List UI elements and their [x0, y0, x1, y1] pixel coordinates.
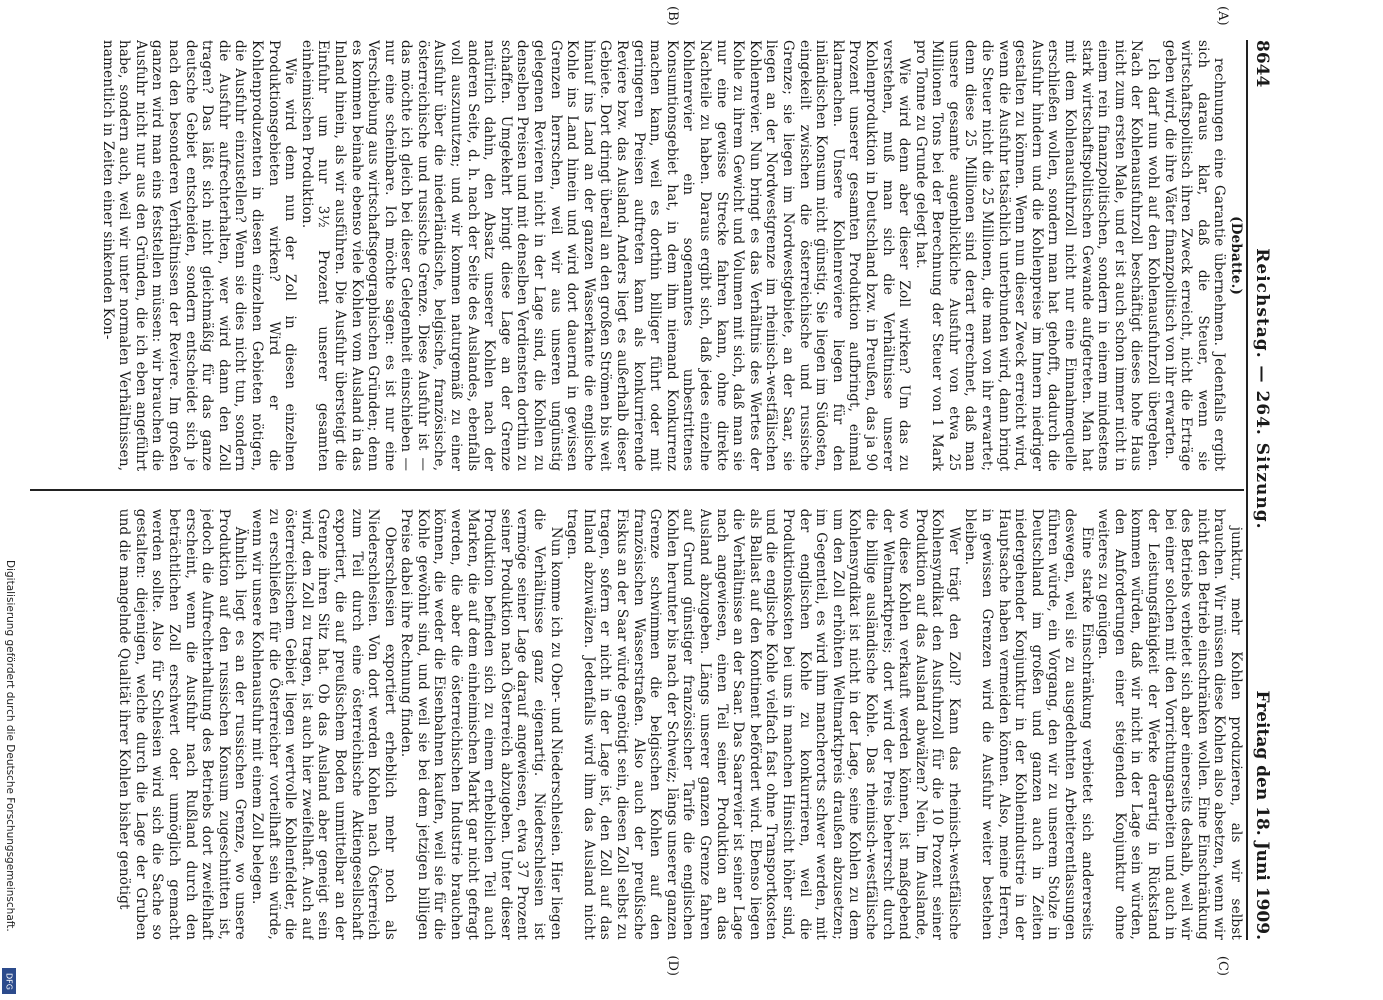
paragraph: Eine starke Einschränkung verbietet sich andererseits deswegen, weil sie zu ausgedehnten Arbeiterentlassungen führen würde, ein Vorgang, den wir zu unserem Stolze in Deutschland im großen und ganzen auch in Zeiten niedergehender Konjunktur in der Kohlenindustrie in der Hauptsache haben vermeiden können. Also, meine Herren, in gewissen Grenzen wird die Ausfuhr weiter bestehen bleiben.: [962, 508, 1095, 940]
page-date: Freitag den 18. Juni 1909.: [1252, 690, 1272, 940]
paragraph: Oberschlesien exportiert erheblich mehr noch als Niederschlesien. Von dort werden Kohlen nach Österreich zum Teil durch eine österreichische Aktiengesellschaft exportiert, die auf preußischem Boden unmittelbar an der Grenze ihren Sitz hat. Ob das Ausland aber geneigt sein wird, den Zoll zu tragen, ist auch hier zweifelhaft. Auch auf österreichischem Gebiet liegen wertvolle Kohlenfelder, die zu erschließen für die Österreicher vorteilhaft sein würde, wenn wir unsere Kohlenausfuhr mit einem Zoll belegen.: [248, 508, 398, 940]
logo-text: DFG: [4, 972, 14, 990]
right-column: [30, 509, 1244, 940]
paragraph: Wie wird denn aber dieser Zoll wirken? Um das zu verstehen, muß man sich die Verhältnisse unserer Kohlenproduktion in Deutschland bzw. in Preußen, das ja 90 Prozent unserer gesamten Produktion aufbringt, einmal klarmachen. Unsere Kohlenreviere liegen für den inländischen Konsum nicht günstig. Sie liegen im Südosten, eingekeilt zwischen die österreichische und russische Grenze; sie liegen im Nordwestgebiete, an der Saar, sie liegen an der Nordwestgrenze im rheinisch-westfälischen Kohlenrevier. Nun bringt es das Verhältnis des Wertes der Kohle zu ihrem Gewicht und Volumen mit sich, daß man sie nur eine gewisse Strecke fahren kann, ohne direkte Nachteile zu haben. Daraus ergibt sich, daß jedes einzelne Kohlenrevier ein sogenanntes unbestrittenes Konsumtionsgebiet hat, in dem ihm niemand Konkurrenz machen kann, weil es dorthin billiger führt oder mit geringeren Preisen auftreten kann als konkurrierende Reviere bzw. das Ausland. Anders liegt es außerhalb dieser Gebiete. Dort dringt überall an den großen Strömen bis weit hinauf ins Land an der ganzen Wasserkante die englische Kohle ins Land hinein und wird dort dauernd in gewissen Grenzen herrschen, weil wir aus unseren ungünstig gelegenen Revieren nicht in der Lage sind, die Kohlen zu denselben Preisen und mit denselben Verdiensten dorthin zu schaffen. Umgekehrt bringt diese Lage an der Grenze natürlich dahin, den Absatz unserer Kohlen nach der anderen Seite, d. h. nach der Seite des Auslandes, ebenfalls voll auszunutzen; und wir kommen naturgemäß zu einer Ausfuhr über die niederländische, belgische, französische, österreichische und russische Grenze. Diese Ausfuhr ist — das möchte ich gleich bei dieser Gelegenheit einschieben — nur eine scheinbare. Ich möchte sagen: es ist nur eine Verschiebung aus wirtschaftsgeographischen Gründen; denn es kommen beinahe ebenso viele Kohlen vom Ausland in das Inland hinein, als wir ausführen. Die Ausfuhr übersteigt die Einfuhr um nur 3½ Prozent unserer gesamten einheimischen Produktion.: [298, 40, 913, 472]
paragraph: Wie wird denn nun der Zoll in diesen einzelnen Produktionsgebieten wirken? Wird er die Kohlenproduzenten in diesen einzelnen Gebieten nötigen, die Ausfuhr einzustellen? Wenn sie dies nicht tun, sondern die Ausfuhr aufrechterhalten, wer wird dann den Zoll tragen? Das läßt sich nicht gleichmäßig für das ganze deutsche Gebiet entscheiden, sondern entscheidet sich je nach den besonderen Verhältnissen der Reviere. Im großen ganzen wird man eins feststellen müssen: wir brauchen die Ausfuhr nicht nur aus den Gründen, die ich eben angeführt habe, sondern auch, weil wir unter normalen Verhältnissen, namentlich in Zeiten einer sinkenden Kon-: [99, 40, 299, 472]
column-divider: [30, 489, 1244, 491]
paragraph: Wer trägt den Zoll? Kann das rheinisch-westfälische Kohlensyndikat den Ausfuhrzoll für die 10 Prozent seiner Produktion auf das Ausland abwälzen? Nein. Im Auslande, wo diese Kohlen verkauft werden können, ist maßgebend der Weltmarktpreis; dort wird der Preis beherrscht durch die billige ausländische Kohle. Das rheinisch-westfälische Kohlensyndikat ist nicht in der Lage, seine Kohlen zu dem um den Zoll erhöhten Weltmarktpreis draußen abzusetzen; im Gegenteil, es wird ihm mancherorts schwer werden, mit der englischen Kohle zu konkurrieren, weil die Produktionskosten bei uns in manchen Hinsicht höher sind, und die englische Kohle vielfach fast ohne Transportkosten als Ballast auf den Kontinent befördert wird. Ebenso liegen die Verhältnisse an der Saar. Das Saarrevier ist seiner Lage nach angewiesen, einen Teil seiner Produktion an das Ausland abzugeben. Längs unserer ganzen Grenze fahren auf Grund günstiger französischer Tarife die englischen Kohlen herunter bis nach der Schweiz; längs unserer ganzen Grenze schwimmen die belgischen Kohlen auf den französischen Wasserstraßen. Also auch der preußische Fiskus an der Saar würde genötigt sein, diesen Zoll selbst zu tragen, sofern er nicht in der Lage ist, den Zoll auf das Inland abzuwälzen. Jedenfalls wird ihm das Ausland nicht tragen.: [564, 508, 962, 940]
credit-text: Digitalisierung gefördert durch die Deutsche Forschungsgemeinschaft.: [4, 560, 16, 932]
paragraph: junktur, mehr Kohlen produzieren, als wir selbst brauchen. Wir müssen diese Kohlen also absetzen, wenn wir nicht den Betrieb einschränken wollen. Eine Einschränkung des Betriebs verbietet sich aber einerseits deshalb, weil wir bei einer solchen mit den Vorrichtungsarbeiten und auch in der Leistungsfähigkeit der Werke derartig in Rückstand kommen würden, daß wir nicht in der Lage sein würden, den Anforderungen einer steigenden Konjunktur ohne weiteres zu genügen.: [1095, 508, 1244, 940]
left-column: [30, 40, 1244, 471]
page-header: [1246, 40, 1286, 940]
page-title: Reichstag. — 264. Sitzung.: [1252, 248, 1272, 530]
margin-marker-d: (D): [665, 955, 680, 976]
margin-marker-a: (A): [1215, 6, 1230, 26]
text-columns: [30, 40, 1244, 940]
dfg-logo-icon: [2, 968, 16, 994]
paragraph: Ähnlich liegt es an der russischen Grenze, wo unsere Produktion auf den russischen Konsum zugeschnitten ist, jedoch die Aufrechterhaltung des Betriebs dort zweifelhaft erscheint, wenn die Ausfuhr nach Rußland durch den beträchtlichen Zoll erschwert oder unmöglich gemacht werden sollte. Also für Schlesien wird sich die Sache so gestalten: diejenigen, welche durch die Lage der Gruben und die mangelnde Qualität ihrer Kohlen bisher genötigt: [116, 508, 249, 940]
paragraph: Nun komme ich zu Ober- und Niederschlesien. Hier liegen die Verhältnisse ganz eigenartig. Niederschlesien ist vermöge seiner Lage darauf angewiesen, etwa 37 Prozent seiner Produktion nach Österreich abzugeben. Unter dieser Produktion befinden sich zu einem erheblichen Teil auch Marken, die auf dem einheimischen Markt gar nicht gefragt werden, die aber die österreichischen Industrie brauchen können, die weder die Eisenbahnen kaufen, weil sie für die Kohle gewöhnt sind, und weil sie bei dem jetzigen billigen Preise dabei ihre Rechnung finden.: [398, 508, 564, 940]
paragraph: rechnungen eine Garantie übernehmen. Jedenfalls ergibt sich daraus klar, daß die Steuer, wenn sie wirtschaftspolitisch ihren Zweck erreicht, nicht die Erträge geben wird, die ihre Väter finanzpolitisch von ihr erwarten.: [1161, 40, 1228, 472]
margin-marker-b: (B): [665, 6, 680, 26]
digitization-credit: [0, 560, 18, 1000]
page-number: 8644: [1252, 40, 1272, 88]
speaker-tag: (Debatte.): [1228, 216, 1244, 296]
margin-marker-c: (C): [1215, 955, 1230, 976]
paragraph: Ich darf nun wohl auf den Kohlenausfuhrzoll übergehen. Nach der Kohlenausfuhrzoll beschäftigt dieses hohe Haus nicht zum ersten Male, und er ist auch schon immer nicht in einem rein finanzpolitischen, sondern in einem mindestens stark wirtschaftspolitischen Gewande aufgetreten. Man hat mit dem Kohlenausfuhrzoll nicht nur eine Einnahmequelle erschließen wollen, sondern man hat gehofft, dadurch die Ausfuhr hindern und die Kohlenpreise im Innern niedriger gestalten zu können. Wenn nun dieser Zweck erreicht wird, wenn die Ausfuhr tatsächlich unterbunden wird, dann bringt die Steuer nicht die 25 Millionen, die man von ihr erwartet; denn diese 25 Millionen sind derart errechnet, daß man unsere gesamte augenblickliche Ausfuhr von etwa 25 Millionen Tons bei der Berechnung der Steuer von 1 Mark pro Tonne zu Grunde gelegt hat.: [912, 40, 1162, 472]
